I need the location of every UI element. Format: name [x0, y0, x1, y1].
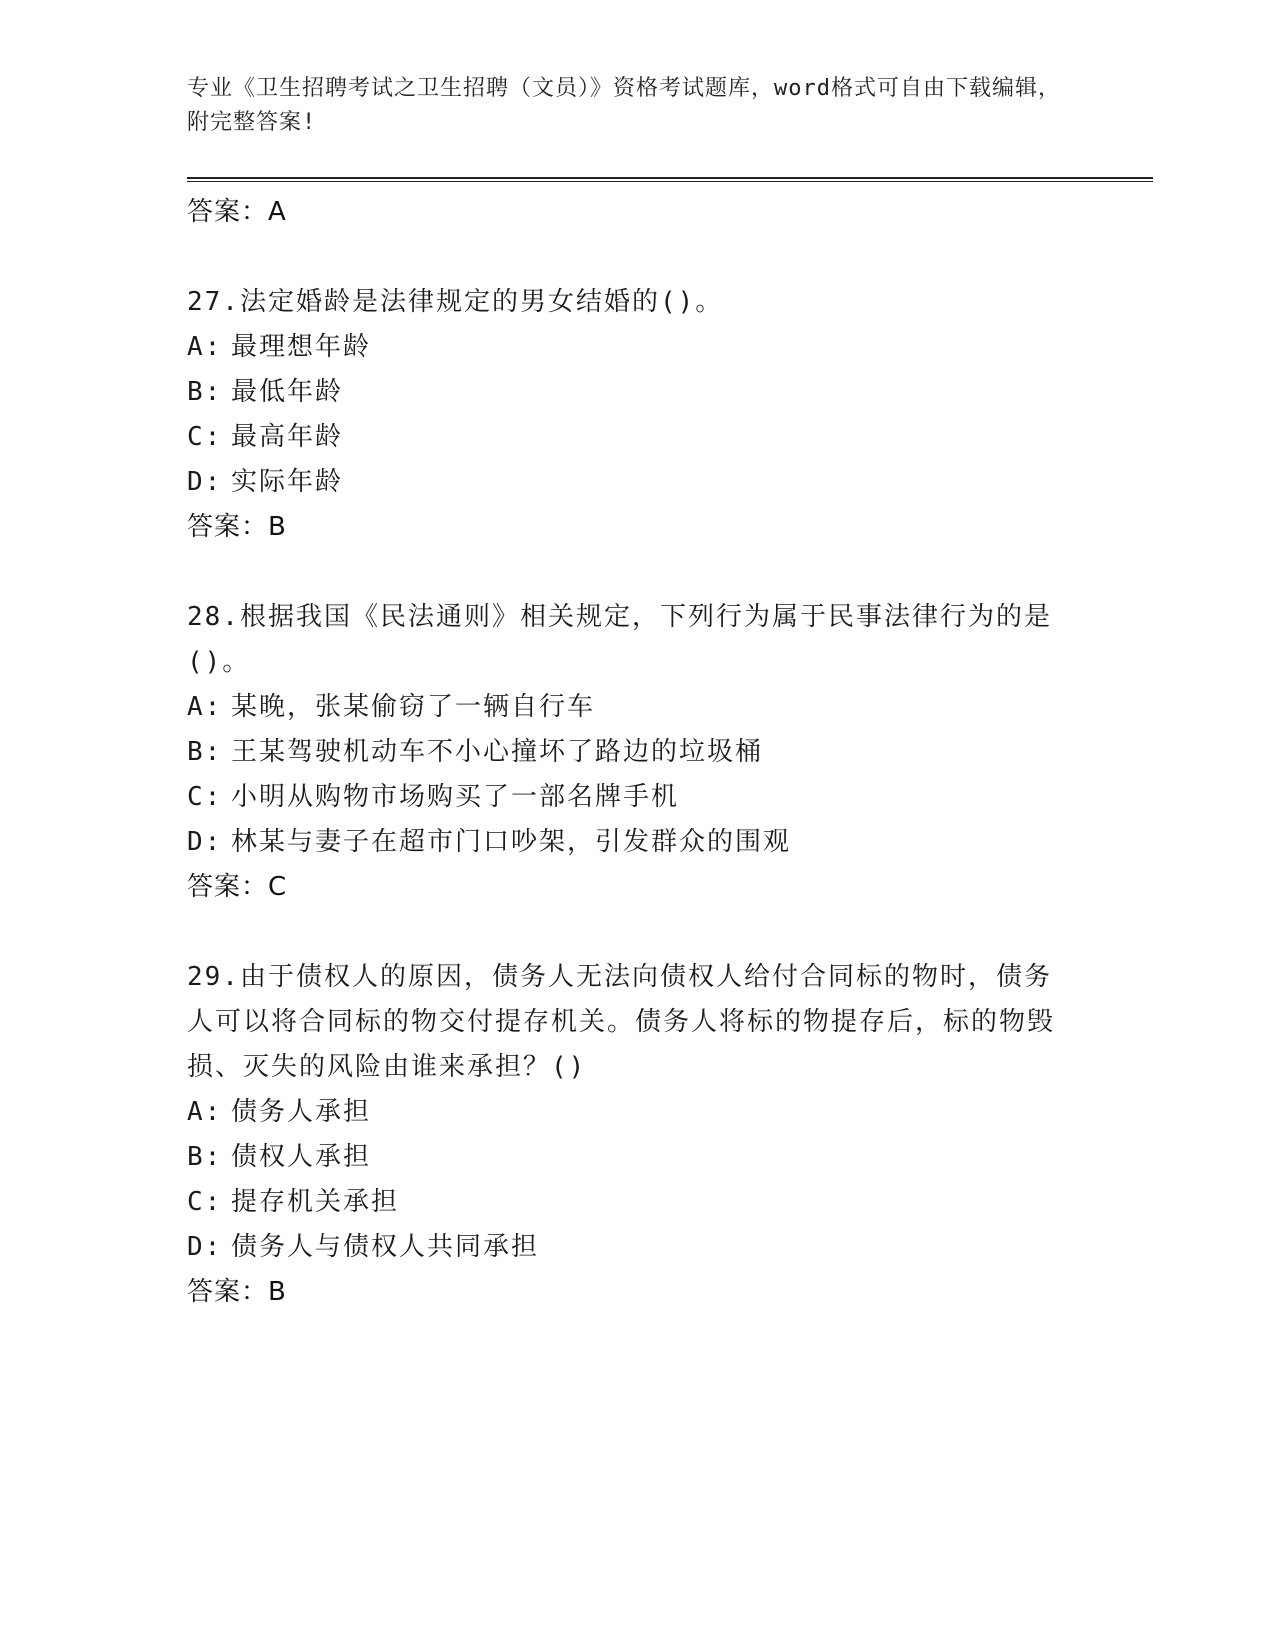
- option-key: D:: [187, 1232, 223, 1262]
- option-key: A:: [187, 692, 223, 722]
- option-a: [187, 325, 1087, 370]
- option-key: A:: [187, 332, 223, 362]
- option-b: [187, 730, 1087, 775]
- option-key: B:: [187, 1142, 223, 1172]
- header-note: 专业《卫生招聘考试之卫生招聘（文员）》资格考试题库，word格式可自由下载编辑，附完整答案!: [187, 76, 1061, 135]
- question-item: [187, 955, 1087, 1314]
- option-key: B:: [187, 737, 223, 767]
- option-a: [187, 1090, 1087, 1135]
- answer-line: 答案：A: [187, 197, 287, 227]
- option-key: D:: [187, 467, 223, 497]
- divider-thick-line: [187, 177, 1153, 179]
- option-key: C:: [187, 422, 223, 452]
- option-text: 实际年龄: [231, 467, 344, 497]
- option-text: 债权人承担: [231, 1142, 372, 1172]
- option-text: 最理想年龄: [231, 332, 372, 362]
- option-key: C:: [187, 782, 223, 812]
- option-b: [187, 370, 1087, 415]
- option-text: 某晚，张某偷窃了一辆自行车: [231, 692, 596, 722]
- question-list: [187, 190, 1087, 1314]
- divider-thin-line: [187, 181, 1153, 182]
- option-c: [187, 415, 1087, 460]
- option-text: 最低年龄: [231, 377, 344, 407]
- question-text: 28.根据我国《民法通则》相关规定，下列行为属于民事法律行为的是()。: [187, 602, 1052, 677]
- option-text: 小明从购物市场购买了一部名牌手机: [231, 782, 680, 812]
- question-text: 27.法定婚龄是法律规定的男女结婚的()。: [187, 287, 724, 317]
- option-key: C:: [187, 1187, 223, 1217]
- answer-line: 答案：C: [187, 872, 288, 902]
- option-text: 林某与妻子在超市门口吵架，引发群众的围观: [231, 827, 792, 857]
- header-divider: [187, 177, 1153, 183]
- question-item: [187, 280, 1087, 549]
- question-item: [187, 595, 1087, 909]
- option-key: A:: [187, 1097, 223, 1127]
- option-d: [187, 460, 1087, 505]
- option-a: [187, 685, 1087, 730]
- option-key: B:: [187, 377, 223, 407]
- option-c: [187, 775, 1087, 820]
- option-key: D:: [187, 827, 223, 857]
- option-text: 最高年龄: [231, 422, 344, 452]
- option-text: 债务人与债权人共同承担: [231, 1232, 540, 1262]
- question-text: 29.由于债权人的原因，债务人无法向债权人给付合同标的物时，债务人可以将合同标的物交付提存机关。债务人将标的物提存后，标的物毁损、灭失的风险由谁来承担？(): [187, 962, 1056, 1082]
- option-c: [187, 1180, 1087, 1225]
- option-text: 债务人承担: [231, 1097, 372, 1127]
- option-text: 提存机关承担: [231, 1187, 400, 1217]
- option-b: [187, 1135, 1087, 1180]
- answer-line: 答案：B: [187, 512, 287, 542]
- option-d: [187, 820, 1087, 865]
- answer-line: 答案：B: [187, 1277, 287, 1307]
- option-d: [187, 1225, 1087, 1270]
- option-text: 王某驾驶机动车不小心撞坏了路边的垃圾桶: [231, 737, 764, 767]
